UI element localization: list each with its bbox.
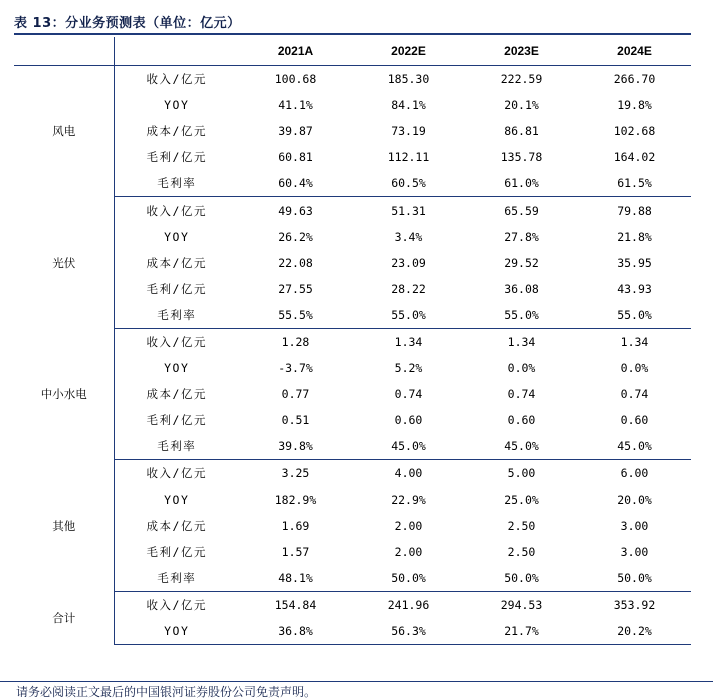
- value-cell: 28.22: [391, 281, 426, 296]
- value-cell: 0.51: [281, 413, 310, 428]
- table-body: [14, 66, 691, 645]
- disclaimer-footer: 请务必阅读正文最后的中国银河证券股份公司免责声明。: [16, 685, 317, 699]
- table-row: [14, 302, 691, 329]
- value-cell: 39.8%: [239, 433, 352, 460]
- metric-label-cell: 毛利率: [114, 433, 239, 460]
- metric-label-cell: 毛利率: [114, 565, 239, 592]
- value-cell: 5.2%: [394, 361, 423, 376]
- table-row: [14, 433, 691, 460]
- caption-rule: [14, 33, 691, 35]
- metric-label-cell: 毛利/亿元: [146, 150, 207, 165]
- value-cell: 55.0%: [578, 302, 691, 329]
- value-cell: 0.0%: [507, 361, 536, 376]
- value-cell: -3.7%: [278, 361, 313, 376]
- value-cell: 45.0%: [465, 433, 578, 460]
- header-metric-cell: [114, 37, 239, 66]
- value-cell: 154.84: [274, 597, 317, 612]
- value-cell: 222.59: [500, 72, 543, 87]
- metric-label-cell: YOY: [164, 492, 190, 507]
- value-cell: 26.2%: [278, 229, 313, 244]
- value-cell: 0.60: [507, 413, 536, 428]
- value-cell: 135.78: [500, 150, 543, 165]
- metric-label-cell: 毛利/亿元: [146, 413, 207, 428]
- value-cell: 102.68: [613, 124, 656, 139]
- footer-rule: [0, 681, 713, 682]
- table-row: [14, 197, 691, 224]
- metric-label-cell: 成本/亿元: [146, 387, 207, 402]
- value-cell: 22.08: [278, 255, 313, 270]
- value-cell: 60.4%: [239, 170, 352, 197]
- value-cell: 21.8%: [617, 229, 652, 244]
- value-cell: 39.87: [278, 124, 313, 139]
- table-row: [14, 513, 691, 539]
- metric-label-cell: 成本/亿元: [146, 124, 207, 139]
- value-cell: 0.74: [507, 387, 536, 402]
- metric-label-cell: 毛利率: [114, 170, 239, 197]
- metric-label-cell: YOY: [114, 618, 239, 645]
- value-cell: 0.60: [620, 413, 649, 428]
- value-cell: 27.8%: [504, 229, 539, 244]
- metric-label-cell: 毛利/亿元: [146, 544, 207, 559]
- value-cell: 100.68: [274, 72, 317, 87]
- metric-label-cell: 成本/亿元: [146, 518, 207, 533]
- value-cell: 182.9%: [274, 492, 317, 507]
- metric-label-cell: 收入/亿元: [146, 466, 207, 481]
- segment-name-cell: 风电: [14, 66, 114, 197]
- value-cell: 36.8%: [239, 618, 352, 645]
- value-cell: 112.11: [387, 150, 430, 165]
- segment-name-cell: 中小水电: [14, 328, 114, 459]
- segment-name-cell: 合计: [14, 591, 114, 644]
- forecast-table: [14, 37, 691, 645]
- value-cell: 20.0%: [617, 492, 652, 507]
- value-cell: 20.1%: [504, 98, 539, 113]
- value-cell: 35.95: [617, 255, 652, 270]
- value-cell: 50.0%: [465, 565, 578, 592]
- metric-label-cell: 收入/亿元: [146, 72, 207, 87]
- value-cell: 1.34: [394, 334, 423, 349]
- header-year-2022e: 2022E: [352, 37, 465, 66]
- metric-label-cell: YOY: [164, 361, 190, 376]
- value-cell: 164.02: [613, 150, 656, 165]
- value-cell: 0.60: [394, 413, 423, 428]
- header-year-2023e: 2023E: [465, 37, 578, 66]
- value-cell: 55.0%: [352, 302, 465, 329]
- value-cell: 294.53: [500, 597, 543, 612]
- value-cell: 1.34: [507, 334, 536, 349]
- value-cell: 50.0%: [352, 565, 465, 592]
- value-cell: 56.3%: [352, 618, 465, 645]
- metric-label-cell: YOY: [164, 98, 190, 113]
- value-cell: 45.0%: [352, 433, 465, 460]
- value-cell: 45.0%: [578, 433, 691, 460]
- value-cell: 1.69: [281, 518, 310, 533]
- table-row: [14, 250, 691, 276]
- value-cell: 65.59: [504, 203, 539, 218]
- table-row: [14, 276, 691, 302]
- value-cell: 0.0%: [620, 361, 649, 376]
- value-cell: 4.00: [394, 466, 423, 481]
- segment-name-cell: 光伏: [14, 197, 114, 328]
- value-cell: 29.52: [504, 255, 539, 270]
- metric-label-cell: 收入/亿元: [146, 597, 207, 612]
- value-cell: 73.19: [391, 124, 426, 139]
- value-cell: 1.57: [281, 544, 310, 559]
- header-year-2024e: 2024E: [578, 37, 691, 66]
- metric-label-cell: 毛利/亿元: [146, 281, 207, 296]
- value-cell: 3.00: [620, 518, 649, 533]
- metric-label-cell: 成本/亿元: [146, 255, 207, 270]
- table-row: [14, 328, 691, 355]
- value-cell: 41.1%: [278, 98, 313, 113]
- segment-name-cell: 其他: [14, 460, 114, 591]
- table-row: [14, 460, 691, 487]
- metric-label-cell: 收入/亿元: [146, 203, 207, 218]
- value-cell: 5.00: [507, 466, 536, 481]
- table-row: [14, 381, 691, 407]
- value-cell: 0.77: [281, 387, 310, 402]
- table-row: [14, 618, 691, 645]
- table-row: [14, 66, 691, 93]
- value-cell: 51.31: [391, 203, 426, 218]
- value-cell: 61.0%: [465, 170, 578, 197]
- value-cell: 55.0%: [465, 302, 578, 329]
- value-cell: 25.0%: [504, 492, 539, 507]
- metric-label-cell: 收入/亿元: [146, 334, 207, 349]
- value-cell: 185.30: [387, 72, 430, 87]
- header-year-2021a: 2021A: [239, 37, 352, 66]
- value-cell: 23.09: [391, 255, 426, 270]
- value-cell: 2.50: [507, 544, 536, 559]
- value-cell: 241.96: [387, 597, 430, 612]
- value-cell: 48.1%: [239, 565, 352, 592]
- value-cell: 3.4%: [394, 229, 423, 244]
- value-cell: 2.00: [394, 518, 423, 533]
- value-cell: 21.7%: [465, 618, 578, 645]
- header-row: [14, 37, 691, 66]
- table-row: [14, 118, 691, 144]
- table-row: [14, 144, 691, 170]
- value-cell: 36.08: [504, 281, 539, 296]
- value-cell: 19.8%: [617, 98, 652, 113]
- value-cell: 86.81: [504, 124, 539, 139]
- table-row: [14, 355, 691, 381]
- value-cell: 1.28: [281, 334, 310, 349]
- table-row: [14, 224, 691, 250]
- table-row: [14, 407, 691, 433]
- value-cell: 20.2%: [578, 618, 691, 645]
- value-cell: 3.25: [281, 466, 310, 481]
- table-row: [14, 170, 691, 197]
- value-cell: 43.93: [617, 281, 652, 296]
- value-cell: 84.1%: [391, 98, 426, 113]
- value-cell: 2.00: [394, 544, 423, 559]
- value-cell: 60.81: [278, 150, 313, 165]
- value-cell: 0.74: [394, 387, 423, 402]
- value-cell: 1.34: [620, 334, 649, 349]
- value-cell: 61.5%: [578, 170, 691, 197]
- value-cell: 3.00: [620, 544, 649, 559]
- table-row: [14, 565, 691, 592]
- value-cell: 50.0%: [578, 565, 691, 592]
- header-corner-cell: [14, 37, 114, 66]
- value-cell: 27.55: [278, 281, 313, 296]
- value-cell: 60.5%: [352, 170, 465, 197]
- metric-label-cell: 毛利率: [114, 302, 239, 329]
- value-cell: 0.74: [620, 387, 649, 402]
- value-cell: 49.63: [278, 203, 313, 218]
- table-row: [14, 591, 691, 618]
- value-cell: 79.88: [617, 203, 652, 218]
- value-cell: 22.9%: [391, 492, 426, 507]
- value-cell: 6.00: [620, 466, 649, 481]
- table-row: [14, 487, 691, 513]
- value-cell: 55.5%: [239, 302, 352, 329]
- value-cell: 353.92: [613, 597, 656, 612]
- metric-label-cell: YOY: [164, 229, 190, 244]
- value-cell: 266.70: [613, 72, 656, 87]
- value-cell: 2.50: [507, 518, 536, 533]
- table-row: [14, 539, 691, 565]
- table-row: [14, 92, 691, 118]
- table-caption: 表 13：分业务预测表（单位：亿元）: [14, 16, 241, 31]
